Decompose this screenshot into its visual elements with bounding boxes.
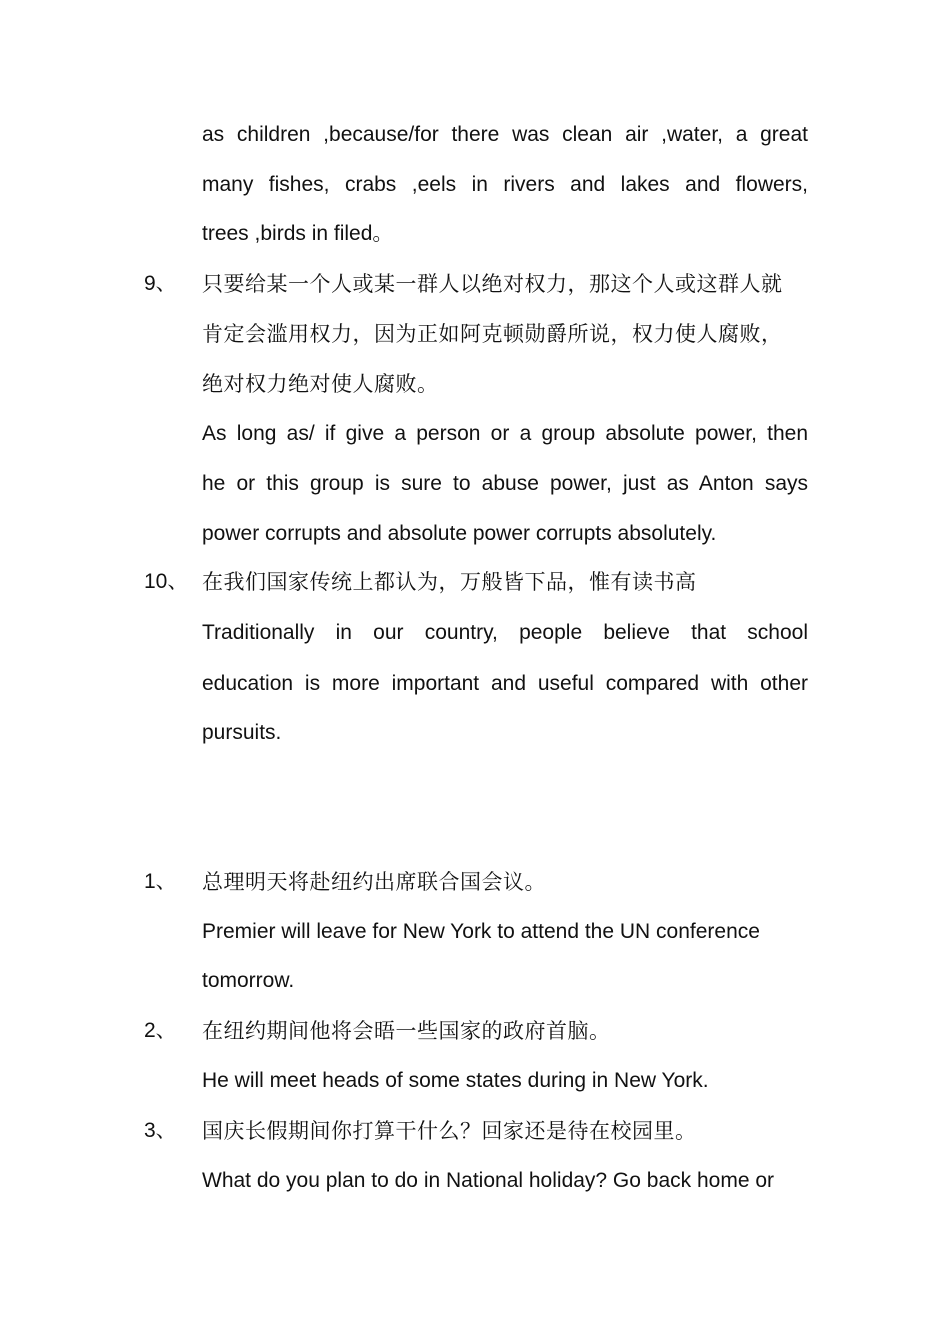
english-translation-line: As long as/ if give a person or a group absolute power, then [202, 422, 808, 445]
item-number: 9、 [144, 272, 177, 295]
english-translation-line: Premier will leave for New York to attend the UN conference [202, 920, 760, 943]
english-translation-line: pursuits. [202, 721, 282, 744]
chinese-sentence-line: 在纽约期间他将会晤一些国家的政府首脑。 [202, 1019, 611, 1043]
chinese-sentence-line: 只要给某一个人或某一群人以绝对权力，那这个人或这群人就 [202, 272, 783, 296]
continued-english-line: trees ,birds in filed。 [202, 222, 394, 245]
chinese-sentence-line: 在我们国家传统上都认为，万般皆下品，惟有读书高 [202, 570, 697, 594]
continued-english-line: many fishes, crabs ,eels in rivers and lakes and flowers, [202, 173, 808, 196]
english-translation-line: power corrupts and absolute power corrupts absolutely. [202, 522, 717, 545]
english-translation-line: What do you plan to do in National holiday? Go back home or [202, 1169, 775, 1192]
item-number: 10、 [144, 570, 189, 593]
chinese-sentence-line: 总理明天将赴纽约出席联合国会议。 [202, 870, 546, 894]
chinese-sentence-line: 国庆长假期间你打算干什么？回家还是待在校园里。 [202, 1119, 697, 1143]
continued-english-line: as children ,because/for there was clean air ,water, a great [202, 123, 808, 146]
item-number: 1、 [144, 870, 177, 893]
chinese-sentence-line: 肯定会滥用权力，因为正如阿克顿勋爵所说，权力使人腐败， [202, 322, 783, 346]
item-number: 3、 [144, 1119, 177, 1142]
english-translation-line: he or this group is sure to abuse power, just as Anton says [202, 472, 808, 495]
english-translation-line: Traditionally in our country, people believe that school [202, 621, 808, 644]
english-translation-line: tomorrow. [202, 969, 295, 992]
english-translation-line: education is more important and useful compared with other [202, 672, 808, 695]
english-translation-line: He will meet heads of some states during in New York. [202, 1069, 709, 1092]
item-number: 2、 [144, 1019, 177, 1042]
chinese-sentence-line: 绝对权力绝对使人腐败。 [202, 372, 439, 396]
